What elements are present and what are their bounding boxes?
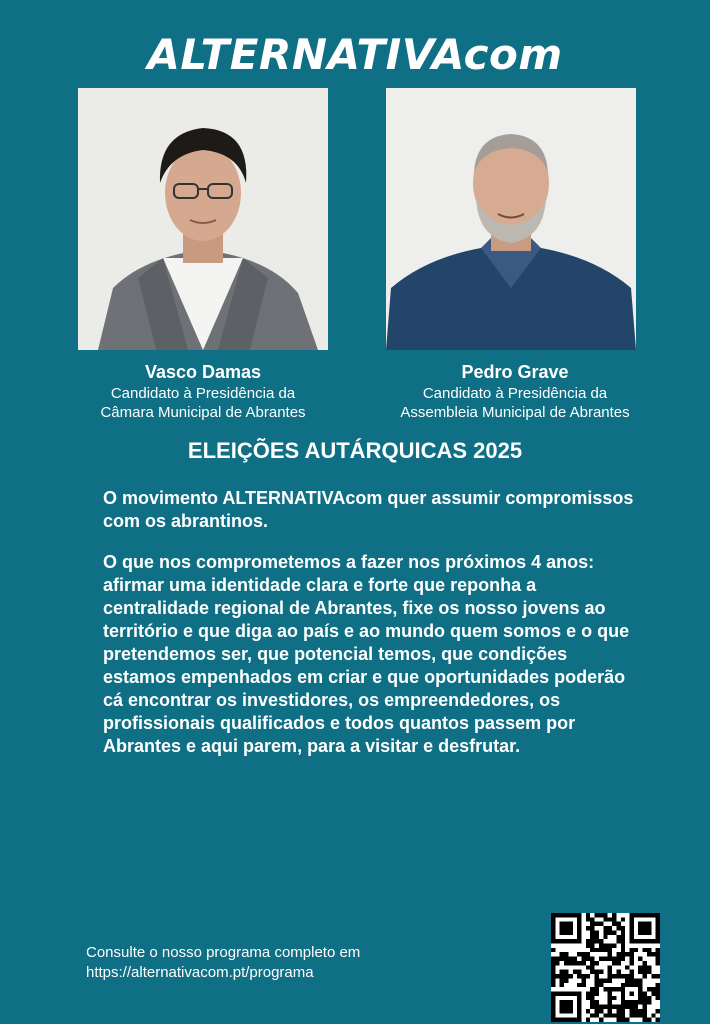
candidate-photo-vasco	[78, 88, 328, 350]
program-link[interactable]: https://alternativacom.pt/programa	[86, 964, 314, 981]
paragraph-commitments: O que nos comprometemos a fazer nos próximos 4 anos: afirmar uma identidade clara e forte que reponha a centralidade regional de Abrantes, fixe os nosso jovens ao território e que diga ao país e ao mundo quem somos e o que pretendemos ser, que potencial temos, que condições estamos empenhados em criar e que oportunidades poderão cá encontrar os investidores, os empreendedores, os profissionais qualificados e todos quantos passem por Abrantes e aqui parem, para a visitar e desfrutar.	[103, 552, 630, 756]
footer-text: Consulte o nosso programa completo em	[86, 944, 361, 961]
brand-logo: ALTERNATIVAcom	[147, 30, 563, 79]
candidate-photo-pedro	[386, 88, 636, 350]
qr-code-icon[interactable]	[551, 913, 660, 1022]
candidate-role-line2: Câmara Municipal de Abrantes	[100, 404, 306, 421]
candidate-role-line1: Candidato à Presidência da	[110, 385, 296, 402]
candidate-role-line2: Assembleia Municipal de Abrantes	[400, 404, 630, 421]
paragraph-intro: O movimento ALTERNATIVAcom quer assumir compromissos com os abrantinos.	[103, 488, 634, 531]
candidate-card-vasco	[48, 360, 358, 422]
candidate-role-line1: Candidato à Presidência da	[422, 385, 608, 402]
manifesto-text	[103, 487, 643, 776]
candidate-name: Vasco Damas	[144, 362, 262, 382]
footer	[86, 943, 360, 983]
election-headline: ELEIÇÕES AUTÁRQUICAS 2025	[187, 438, 523, 463]
candidate-name: Pedro Grave	[461, 362, 569, 382]
candidate-card-pedro	[360, 360, 670, 422]
